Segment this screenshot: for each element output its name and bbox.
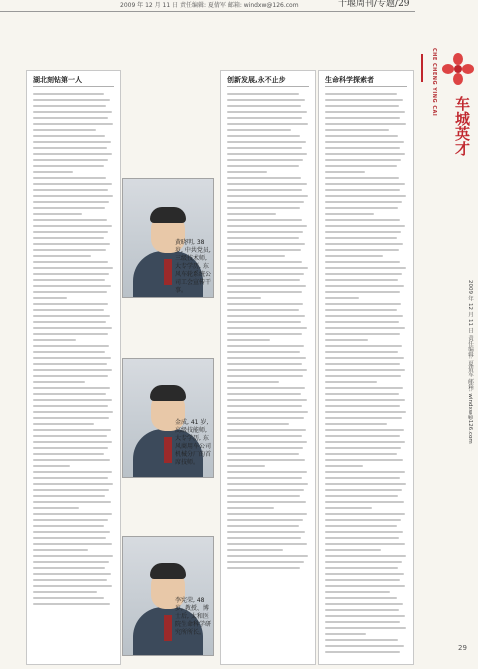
text-line	[227, 285, 306, 287]
text-line	[325, 441, 405, 443]
text-line	[33, 345, 109, 347]
text-line	[325, 141, 404, 143]
text-line	[33, 303, 108, 305]
text-line	[33, 495, 105, 497]
text-line	[227, 135, 300, 137]
text-line	[325, 453, 397, 455]
text-line	[325, 237, 397, 239]
text-line	[227, 405, 302, 407]
text-line	[33, 585, 112, 587]
text-line	[325, 333, 400, 335]
text-line	[227, 483, 308, 485]
text-line	[33, 417, 109, 419]
text-line	[227, 273, 304, 275]
text-line	[227, 129, 291, 131]
red-marker	[421, 54, 423, 82]
text-line	[227, 141, 306, 143]
header-date: 2009 年 12 月 11 日 责任编辑: 夏倩军 邮箱: windxw@126.com	[120, 2, 299, 9]
text-line	[227, 225, 307, 227]
text-line	[33, 447, 108, 449]
text-line	[33, 477, 108, 479]
text-line	[227, 453, 299, 455]
text-line	[33, 423, 94, 425]
portrait-photo	[122, 178, 214, 298]
text-line	[227, 159, 303, 161]
text-line	[33, 327, 112, 329]
text-line	[325, 573, 404, 575]
text-line	[325, 411, 406, 413]
text-line	[33, 453, 104, 455]
text-line	[227, 465, 265, 467]
text-line	[325, 171, 365, 173]
text-line	[325, 207, 398, 209]
text-line	[227, 399, 307, 401]
text-line	[227, 339, 270, 341]
article-column-3	[318, 70, 414, 665]
header-bar	[0, 0, 478, 11]
photo-caption: 金成, 41 岁, 高级技能师, 大专学历, 东风商用车公司机械分厂的首席技师。	[175, 419, 212, 466]
text-line	[325, 627, 406, 629]
text-line	[227, 315, 305, 317]
text-line	[325, 585, 405, 587]
text-line	[33, 561, 109, 563]
text-line	[33, 129, 96, 131]
text-line	[33, 573, 111, 575]
text-line	[325, 495, 398, 497]
text-line	[33, 219, 107, 221]
text-line	[227, 411, 308, 413]
text-line	[33, 93, 104, 95]
column-title: 湖北刻钻第一人	[33, 76, 82, 84]
text-line	[33, 267, 113, 269]
text-line	[227, 153, 307, 155]
text-line	[325, 105, 399, 107]
text-line	[227, 267, 308, 269]
text-line	[33, 201, 109, 203]
text-line	[325, 315, 403, 317]
text-line	[33, 351, 105, 353]
band-title: 车城英才	[453, 96, 471, 156]
text-line	[325, 417, 402, 419]
text-line	[325, 93, 397, 95]
page-number: 29	[458, 644, 467, 652]
text-line	[227, 519, 303, 521]
text-line	[33, 399, 112, 401]
text-line	[227, 525, 299, 527]
text-line	[227, 543, 307, 545]
text-line	[227, 531, 305, 533]
text-line	[33, 489, 109, 491]
text-line	[325, 633, 366, 635]
text-line	[227, 333, 302, 335]
text-line	[33, 537, 106, 539]
text-line	[33, 153, 112, 155]
text-line	[325, 213, 374, 215]
text-line	[33, 543, 112, 545]
text-line	[33, 567, 105, 569]
text-line	[33, 297, 67, 299]
text-line	[33, 333, 108, 335]
text-line	[325, 429, 404, 431]
text-line	[227, 231, 303, 233]
text-line	[33, 591, 97, 593]
text-line	[227, 177, 301, 179]
text-line	[227, 381, 279, 383]
text-line	[325, 279, 398, 281]
column-title-rule	[33, 86, 114, 87]
text-line	[325, 513, 405, 515]
text-line	[227, 105, 301, 107]
text-line	[227, 471, 307, 473]
text-line	[227, 357, 306, 359]
text-line	[325, 327, 405, 329]
text-line	[33, 501, 111, 503]
text-line	[325, 351, 398, 353]
portrait-photo	[122, 358, 214, 478]
text-line	[33, 321, 106, 323]
text-line	[227, 327, 307, 329]
text-line	[227, 501, 306, 503]
text-line	[325, 561, 402, 563]
text-line	[33, 279, 105, 281]
text-line	[33, 531, 110, 533]
text-line	[325, 621, 400, 623]
text-line	[227, 345, 304, 347]
text-line	[325, 321, 399, 323]
text-line	[227, 279, 300, 281]
text-line	[33, 273, 109, 275]
text-line	[325, 147, 400, 149]
text-line	[227, 321, 301, 323]
text-line	[33, 435, 107, 437]
text-line	[227, 249, 301, 251]
text-line	[325, 135, 398, 137]
article-body	[33, 93, 114, 654]
text-line	[33, 165, 104, 167]
text-line	[33, 249, 106, 251]
text-line	[325, 423, 387, 425]
text-line	[227, 435, 302, 437]
text-line	[325, 303, 401, 305]
text-line	[325, 651, 400, 653]
text-line	[325, 579, 400, 581]
text-line	[227, 93, 299, 95]
text-line	[325, 273, 402, 275]
text-line	[325, 363, 400, 365]
text-line	[325, 399, 405, 401]
text-line	[33, 357, 111, 359]
text-line	[325, 339, 368, 341]
text-line	[325, 393, 399, 395]
text-line	[33, 315, 110, 317]
text-line	[33, 147, 107, 149]
text-line	[227, 243, 305, 245]
text-line	[33, 141, 111, 143]
text-line	[227, 495, 300, 497]
text-line	[325, 195, 406, 197]
text-line	[227, 291, 302, 293]
text-line	[33, 429, 111, 431]
text-line	[325, 465, 363, 467]
text-line	[325, 471, 405, 473]
text-line	[325, 603, 403, 605]
text-line	[33, 441, 112, 443]
text-line	[33, 237, 104, 239]
text-line	[227, 363, 302, 365]
text-line	[325, 549, 381, 551]
text-line	[325, 309, 397, 311]
text-line	[325, 615, 405, 617]
text-line	[227, 387, 305, 389]
text-line	[227, 393, 301, 395]
text-line	[227, 375, 303, 377]
text-line	[325, 609, 399, 611]
side-meta-text: 2009 年 12 月 11 日 责任编辑: 夏倩军 邮箱: windxw@126.com	[467, 280, 473, 444]
text-line	[325, 189, 400, 191]
text-line	[325, 537, 399, 539]
text-line	[33, 183, 112, 185]
text-line	[227, 123, 308, 125]
text-line	[325, 153, 405, 155]
text-line	[325, 123, 406, 125]
text-line	[325, 447, 401, 449]
text-line	[325, 645, 404, 647]
text-line	[33, 363, 107, 365]
column-title-rule	[325, 86, 407, 87]
text-line	[33, 579, 107, 581]
text-line	[227, 417, 304, 419]
text-line	[33, 339, 76, 341]
text-line	[33, 387, 110, 389]
header-rule	[0, 11, 415, 12]
text-line	[325, 129, 389, 131]
text-line	[325, 267, 406, 269]
text-line	[33, 171, 73, 173]
text-line	[227, 441, 307, 443]
text-line	[325, 165, 397, 167]
text-line	[227, 255, 285, 257]
text-line	[325, 591, 390, 593]
text-line	[325, 597, 397, 599]
text-line	[227, 567, 300, 569]
text-line	[227, 429, 306, 431]
text-line	[325, 255, 383, 257]
text-line	[325, 243, 403, 245]
column-title: 生命科学探索者	[325, 76, 374, 84]
text-line	[227, 537, 301, 539]
text-line	[325, 99, 403, 101]
text-line	[227, 447, 303, 449]
text-line	[325, 519, 401, 521]
text-line	[325, 483, 406, 485]
text-line	[227, 165, 299, 167]
text-line	[325, 381, 377, 383]
text-line	[33, 375, 108, 377]
text-line	[33, 135, 105, 137]
header-brand: 十堰周刊/专题/29	[338, 0, 410, 9]
text-line	[325, 501, 404, 503]
text-line	[325, 459, 403, 461]
text-line	[325, 111, 405, 113]
text-line	[227, 507, 274, 509]
text-line	[33, 513, 112, 515]
text-line	[33, 195, 113, 197]
text-line	[227, 117, 302, 119]
text-line	[227, 201, 304, 203]
text-line	[227, 351, 300, 353]
text-line	[325, 285, 404, 287]
text-line	[227, 219, 302, 221]
text-line	[227, 561, 304, 563]
text-line	[325, 525, 397, 527]
text-line	[33, 603, 110, 605]
article-column-2	[220, 70, 316, 665]
text-line	[227, 297, 261, 299]
text-line	[325, 387, 403, 389]
text-line	[33, 243, 110, 245]
text-line	[227, 195, 308, 197]
text-line	[33, 549, 88, 551]
text-line	[325, 639, 398, 641]
text-line	[227, 207, 300, 209]
band-english-title: CHE CHENG YING CAI	[431, 48, 437, 117]
text-line	[33, 111, 112, 113]
text-line	[227, 99, 305, 101]
text-line	[325, 435, 400, 437]
text-line	[325, 291, 400, 293]
text-line	[33, 117, 108, 119]
text-line	[325, 225, 405, 227]
text-line	[325, 375, 401, 377]
text-line	[325, 357, 404, 359]
text-line	[325, 249, 399, 251]
text-line	[325, 201, 402, 203]
text-line	[325, 297, 359, 299]
text-line	[325, 405, 400, 407]
text-line	[227, 171, 267, 173]
text-line	[33, 291, 107, 293]
text-line	[33, 555, 113, 557]
text-line	[33, 483, 113, 485]
article-body	[227, 93, 309, 654]
text-line	[227, 111, 307, 113]
text-line	[227, 459, 305, 461]
article-body	[325, 93, 407, 654]
text-line	[33, 507, 79, 509]
text-line	[325, 567, 398, 569]
text-line	[227, 513, 307, 515]
text-line	[33, 207, 105, 209]
text-line	[33, 471, 112, 473]
photo-caption: 李宪荣, 48 岁, 教授、博士后, 太和医院生命科学研究所所长。	[175, 597, 212, 636]
column-title: 创新发展,永不止步	[227, 76, 286, 84]
text-line	[227, 303, 303, 305]
text-line	[325, 261, 400, 263]
text-line	[227, 477, 302, 479]
text-line	[33, 519, 108, 521]
text-line	[33, 177, 106, 179]
text-line	[33, 99, 110, 101]
text-line	[227, 237, 299, 239]
text-line	[227, 369, 307, 371]
text-line	[325, 183, 405, 185]
text-line	[33, 261, 108, 263]
text-line	[33, 105, 106, 107]
text-line	[33, 411, 113, 413]
text-line	[33, 597, 104, 599]
text-line	[227, 213, 276, 215]
text-line	[33, 309, 104, 311]
text-line	[325, 177, 399, 179]
article-column-1	[26, 70, 121, 665]
text-line	[227, 423, 289, 425]
text-line	[227, 555, 308, 557]
text-line	[325, 231, 401, 233]
photo-caption: 黄晓明, 38 岁, 中共党员, 三级技术师, 大专学历, 东风车轮系统公司工会宣传干事。	[175, 239, 212, 294]
text-line	[227, 189, 302, 191]
text-line	[33, 123, 113, 125]
text-line	[325, 117, 400, 119]
text-line	[33, 285, 111, 287]
text-line	[325, 159, 401, 161]
flower-icon	[441, 52, 475, 88]
text-line	[227, 183, 307, 185]
text-line	[33, 381, 85, 383]
text-line	[33, 159, 108, 161]
text-line	[325, 531, 403, 533]
text-line	[325, 555, 406, 557]
text-line	[325, 507, 372, 509]
text-line	[33, 459, 110, 461]
text-line	[33, 189, 108, 191]
text-line	[325, 477, 400, 479]
text-line	[33, 369, 112, 371]
text-line	[227, 489, 304, 491]
text-line	[33, 525, 104, 527]
text-line	[33, 213, 82, 215]
text-line	[325, 489, 402, 491]
text-line	[33, 225, 112, 227]
text-line	[33, 465, 70, 467]
text-line	[227, 261, 302, 263]
text-line	[325, 369, 405, 371]
column-title-rule	[227, 86, 309, 87]
text-line	[33, 405, 108, 407]
text-line	[325, 219, 400, 221]
text-line	[33, 231, 108, 233]
text-line	[227, 549, 283, 551]
text-line	[33, 393, 106, 395]
text-line	[33, 255, 91, 257]
text-line	[325, 543, 405, 545]
text-line	[325, 345, 402, 347]
portrait-photo	[122, 536, 214, 656]
text-line	[227, 309, 299, 311]
text-line	[227, 147, 302, 149]
